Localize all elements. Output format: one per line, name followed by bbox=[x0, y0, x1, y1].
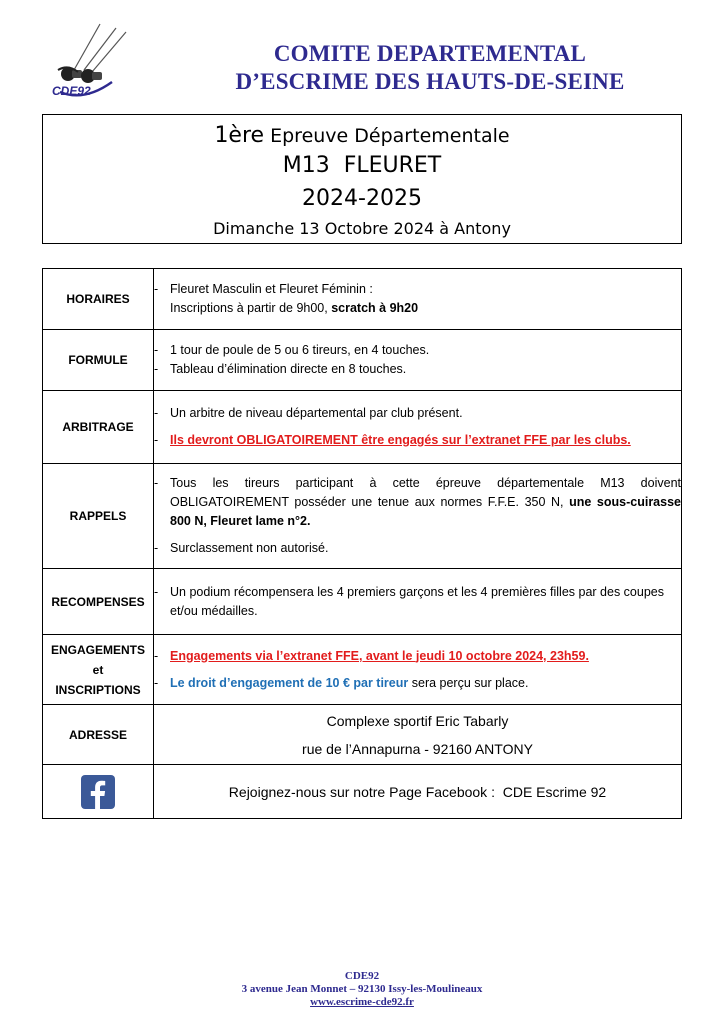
row-label-adresse: ADRESSE bbox=[43, 705, 154, 765]
row-content-horaires: - Fleuret Masculin et Fleuret Féminin : Inscriptions à partir de 9h00, scratch à 9h20 bbox=[154, 269, 682, 330]
horaires-scratch: scratch à 9h20 bbox=[331, 301, 419, 315]
label-engagements: ENGAGEMENTS bbox=[50, 642, 145, 657]
table-row-horaires bbox=[43, 269, 682, 330]
engagements-fee: Le droit d’engagement de 10 € par tireur bbox=[170, 675, 409, 690]
org-title-line2: D’ESCRIME DES HAUTS-DE-SEINE bbox=[235, 69, 625, 94]
event-title-box bbox=[42, 114, 682, 244]
footer bbox=[0, 970, 724, 1009]
row-label-rappels: RAPPELS bbox=[43, 464, 154, 569]
footer-org-name: CDE92 bbox=[344, 970, 380, 982]
event-date-location: Dimanche 13 Octobre 2024 à Antony bbox=[213, 219, 511, 238]
table-row-facebook bbox=[43, 765, 682, 819]
row-label-formule: FORMULE bbox=[43, 330, 154, 391]
table-row-arbitrage bbox=[43, 391, 682, 464]
row-content-arbitrage: - Un arbitre de niveau départemental par club présent. - Ils devront OBLIGATOIREMENT être engagés sur l’extranet FFE par les clubs. bbox=[154, 391, 682, 464]
table-row-adresse bbox=[43, 705, 682, 765]
engagements-fee-note: sera perçu sur place. bbox=[408, 675, 529, 690]
row-label-arbitrage: ARBITRAGE bbox=[43, 391, 154, 464]
arbitrage-item-2: Ils devront OBLIGATOIREMENT être engagés sur l’extranet FFE par les clubs. bbox=[170, 433, 631, 447]
engagements-item-1: Engagements via l’extranet FFE, avant le jeudi 10 octobre 2024, 23h59. bbox=[170, 648, 589, 663]
formule-item-2: Tableau d’élimination directe en 8 touches. bbox=[170, 362, 407, 376]
row-label-recompenses: RECOMPENSES bbox=[43, 569, 154, 635]
cde92-logo bbox=[44, 22, 130, 108]
facebook-link-text[interactable]: Rejoignez-nous sur notre Page Facebook : CDE Escrime 92 bbox=[228, 783, 607, 800]
row-label-engagements bbox=[43, 635, 154, 705]
horaires-line1: Fleuret Masculin et Fleuret Féminin : bbox=[170, 282, 373, 296]
table-row-engagements bbox=[43, 635, 682, 705]
horaires-inscriptions: Inscriptions à partir de 9h00, bbox=[170, 301, 332, 315]
recompenses-item-1: Un podium récompensera les 4 premiers garçons et les 4 premières filles par des coupes et/ou médailles. bbox=[170, 584, 664, 618]
label-inscriptions: INSCRIPTIONS bbox=[55, 682, 141, 697]
footer-website-link[interactable]: www.escrime-cde92.fr bbox=[310, 996, 414, 1008]
label-et: et bbox=[92, 662, 104, 677]
rappels-equipment: une sous-cuirasse 800 N, Fleuret lame n°2. bbox=[170, 495, 681, 528]
table-row-formule bbox=[43, 330, 682, 391]
row-content-adresse bbox=[154, 705, 682, 765]
info-table bbox=[42, 268, 682, 819]
adresse-venue: Complexe sportif Eric Tabarly bbox=[326, 712, 509, 729]
logo-text: CDE92 bbox=[52, 84, 91, 98]
row-content-rappels: - Tous les tireurs participant à cette épreuve départementale M13 doivent OBLIGATOIREMENT posséder une tenue aux normes F.F.E. 350 N, une sous-cuirasse 800 N, Fleuret lame n°2. - Surclassement non autorisé. bbox=[154, 464, 682, 569]
event-name: Epreuve Départementale bbox=[264, 125, 510, 147]
engagements-item-2 bbox=[170, 674, 681, 693]
row-label-horaires: HORAIRES bbox=[43, 269, 154, 330]
horaires-line2 bbox=[170, 299, 681, 318]
table-row-recompenses bbox=[43, 569, 682, 635]
row-content-recompenses: - Un podium récompensera les 4 premiers garçons et les 4 premières filles par des coupes et/ou médailles. bbox=[154, 569, 682, 635]
row-content-formule: - 1 tour de poule de 5 ou 6 tireurs, en 4 touches. - Tableau d’élimination directe en 8 touches. bbox=[154, 330, 682, 391]
footer-address: 3 avenue Jean Monnet – 92130 Issy-les-Moulineaux bbox=[241, 983, 483, 995]
event-season: 2024-2025 bbox=[302, 186, 422, 211]
adresse-street: rue de l’Annapurna - 92160 ANTONY bbox=[302, 740, 533, 757]
rappels-item-2: Surclassement non autorisé. bbox=[170, 541, 329, 555]
org-title-line1: COMITE DEPARTEMENTAL bbox=[273, 41, 587, 66]
row-label-facebook bbox=[43, 765, 154, 819]
rappels-item-1 bbox=[170, 474, 681, 531]
arbitrage-item-1: Un arbitre de niveau départemental par club présent. bbox=[170, 406, 463, 420]
event-category: M13 FLEURET bbox=[282, 153, 442, 178]
row-content-engagements: - Engagements via l’extranet FFE, avant le jeudi 10 octobre 2024, 23h59. - Le droit d’engagement de 10 € par tireur sera perçu sur place. bbox=[154, 635, 682, 705]
event-number: 1ère bbox=[214, 123, 265, 148]
facebook-icon[interactable] bbox=[81, 775, 115, 809]
table-row-rappels bbox=[43, 464, 682, 569]
row-content-facebook bbox=[154, 765, 682, 819]
formule-item-1: 1 tour de poule de 5 ou 6 tireurs, en 4 touches. bbox=[170, 343, 430, 357]
rappels-tenue: Tous les tireurs participant à cette épreuve départementale M13 doivent OBLIGATOIREMENT posséder une tenue aux normes F.F.E. 350 N, bbox=[170, 476, 681, 509]
organization-title bbox=[170, 40, 690, 96]
event-title-line bbox=[43, 123, 681, 148]
